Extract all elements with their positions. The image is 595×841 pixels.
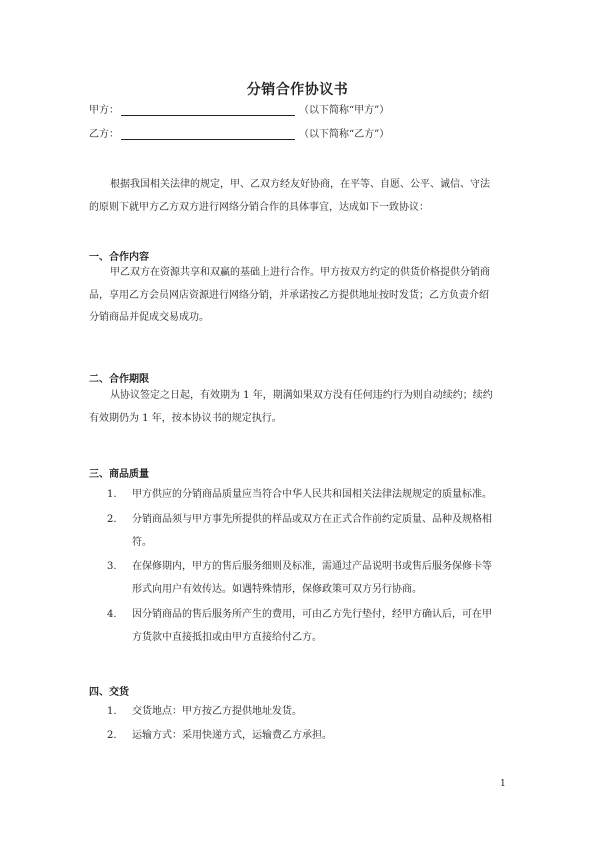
list-item-text: 交货地点：甲方按乙方提供地址发货。 <box>132 706 302 717</box>
paragraph-line: 分销商品并促成交易成功。 <box>89 312 209 324</box>
section-heading-delivery: 四、交货 <box>89 687 129 698</box>
party-b-label: 乙方： <box>89 129 119 140</box>
section-paragraph <box>89 262 507 330</box>
section-heading-product-quality: 三、商品质量 <box>89 469 149 480</box>
list-item-number: 1. <box>107 489 117 500</box>
party-a-line <box>89 101 389 116</box>
party-a-blank <box>121 104 295 116</box>
list-item-number: 4. <box>107 609 117 620</box>
party-b-line <box>89 125 389 140</box>
party-a-label: 甲方： <box>89 105 119 116</box>
page-number: 1 <box>500 779 506 789</box>
list-item-text: 运输方式：采用快递方式，运输费乙方承担。 <box>132 730 332 741</box>
intro-line: 根据我国相关法律的规定，甲、乙双方经友好协商，在平等、自愿、公平、诚信、守法 <box>110 179 490 190</box>
list-item-text: 因分销商品的售后服务所产生的费用，可由乙方先行垫付，经甲方确认后，可在甲 <box>132 609 492 620</box>
intro-line: 的原则下就甲方乙方双方进行网络分销合作的具体事宜，达成如下一致协议： <box>89 201 429 213</box>
list-item-number: 1. <box>107 706 117 717</box>
list-item-text: 符。 <box>132 536 152 548</box>
paragraph-line: 品，享用乙方会员网店资源进行网络分销，并承诺按乙方提供地址按时发货；乙方负责介绍 <box>89 289 489 301</box>
list-item-number: 2. <box>107 730 117 741</box>
paragraph-line: 有效期仍为 1 年，按本协议书的规定执行。 <box>89 412 282 424</box>
party-b-blank <box>121 128 295 140</box>
list-item-text: 分销商品须与甲方事先所提供的样品或双方在正式合作前约定质量、品种及规格相 <box>132 514 492 525</box>
list-item-number: 3. <box>107 561 117 572</box>
section-heading-cooperation-content: 一、合作内容 <box>89 252 149 263</box>
intro-paragraph <box>89 174 507 219</box>
list-item-number: 2. <box>107 514 117 525</box>
list-item-text: 形式向用户有效传达。如遇特殊情形，保修政策可双方另行协商。 <box>132 583 422 595</box>
list-item-text: 在保修期内，甲方的售后服务细则及标准，需通过产品说明书或售后服务保修卡等 <box>132 561 492 572</box>
list-item-text: 甲方供应的分销商品质量应当符合中华人民共和国相关法律法规规定的质量标准。 <box>132 489 492 500</box>
document-title: 分销合作协议书 <box>246 82 349 98</box>
section-paragraph <box>89 385 507 430</box>
party-a-note: （以下简称“甲方”） <box>299 105 390 116</box>
paragraph-line: 从协议签定之日起，有效期为 1 年，期满如果双方没有任何违约行为则自动续约；续约 <box>110 390 493 401</box>
party-b-note: （以下简称“乙方”） <box>299 129 390 140</box>
section-heading-cooperation-term: 二、合作期限 <box>89 374 149 385</box>
paragraph-line: 甲乙双方在资源共享和双赢的基础上进行合作。甲方按双方约定的供货价格提供分销商 <box>110 267 490 278</box>
list-item-text: 方货款中直接抵扣或由甲方直接给付乙方。 <box>132 631 322 643</box>
